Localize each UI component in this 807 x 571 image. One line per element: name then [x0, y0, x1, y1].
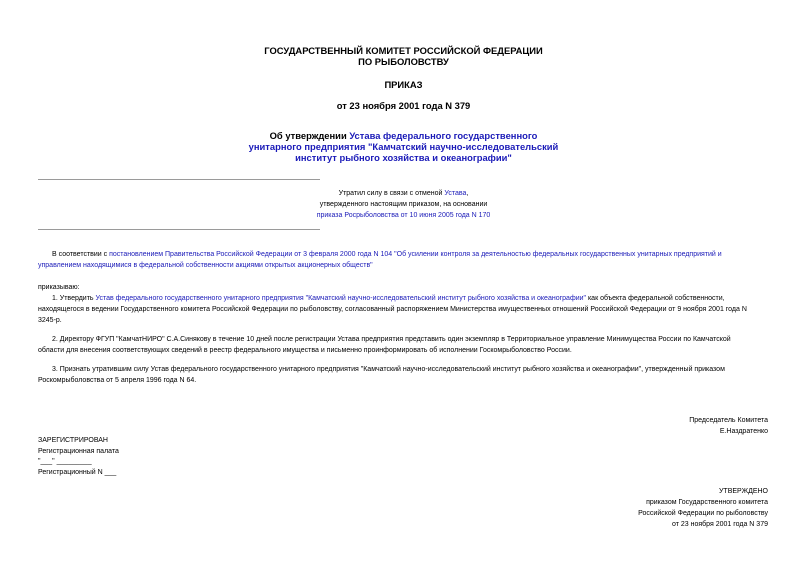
agency-name-line1: ГОСУДАРСТВЕННЫЙ КОМИТЕТ РОССИЙСКОЙ ФЕДЕРАЦИИ	[264, 45, 543, 56]
item-2-line2: области для внесения соответствующих сведений в реестр федерального имущества и письменно проинформировать об исполнении Госкомрыболовство России.	[38, 347, 572, 354]
document-type: ПРИКАЗ	[384, 79, 423, 90]
registration-chamber: Регистрационная палата	[38, 448, 119, 455]
item-1-line2: находящегося в ведении Государственного комитета Российской Федерации по рыболовству, согласованный распоряжением Министерства имущественных отношений Российской Федерации от 9 ноября 2001 года N	[38, 306, 747, 313]
approved-line1: приказом Государственного комитета	[646, 499, 768, 506]
document-title-line2[interactable]: унитарного предприятия "Камчатский научно-исследовательский	[248, 141, 559, 152]
status-charter-link[interactable]: Устава	[444, 190, 467, 197]
item-1-lead: 1. Утвердить	[52, 295, 96, 302]
signatory-name: Е.Наздратенко	[719, 428, 768, 435]
charter-approval-link[interactable]: Устав федерального государственного унитарного предприятия "Камчатский научно-исследовательский институт рыбного хозяйства и океанографии"	[95, 295, 587, 302]
registration-date-blank: "___" _________	[38, 458, 92, 465]
status-note-text: Утратил силу в связи с отменой	[338, 190, 445, 197]
order-word: приказываю:	[38, 284, 80, 291]
registration-number: Регистрационный N ___	[38, 469, 117, 476]
item-2-line1: 2. Директору ФГУП "КамчатНИРО" С.А.Синякову в течение 10 дней после регистрации Устава предприятия представить один экземпляр в Территориальное управление Минимущества России по Камчатской	[52, 336, 731, 343]
approved-line2: Российской Федерации по рыболовству	[638, 510, 768, 517]
document-date-number: от 23 ноября 2001 года N 379	[336, 100, 471, 111]
status-note-line2: утвержденного настоящим приказом, на основании	[319, 201, 488, 208]
signatory-position: Председатель Комитета	[689, 417, 768, 424]
registration-stamp: ЗАРЕГИСТРИРОВАН	[38, 437, 108, 444]
item-3-line1: 3. Признать утратившим силу Устав федерального государственного унитарного предприятия "Камчатский научно-исследовательский институт рыбного хозяйства и океанографии", утвержденный приказом	[52, 366, 725, 373]
item-1-end: как объекта федеральной собственности,	[586, 295, 725, 302]
repeal-order-link[interactable]: приказа Росрыболовства от 10 июня 2005 года N 170	[316, 212, 491, 219]
title-prefix: Об утверждении	[269, 130, 350, 141]
approved-title: УТВЕРЖДЕНО	[718, 488, 768, 495]
divider-top	[38, 179, 320, 180]
agency-name-line2: ПО РЫБОЛОВСТВУ	[358, 56, 449, 67]
approved-line3: от 23 ноября 2001 года N 379	[672, 521, 768, 528]
charter-link[interactable]: Устава федерального государственного	[349, 130, 538, 141]
government-decree-link-cont[interactable]: управлением находящимися в федеральной собственности акциями открытых акционерных обществ"	[38, 262, 373, 269]
government-decree-link[interactable]: постановлением Правительства Российской Федерации от 3 февраля 2000 года N 104 "Об усилении контроля за деятельностью федеральных государственных унитарных предприятий и	[109, 251, 722, 258]
item-3-line2: Роскомрыболовства от 5 апреля 1996 года N 64.	[38, 377, 197, 384]
divider-bottom	[38, 229, 320, 230]
item-1-line1	[38, 293, 768, 304]
document-title-line1	[0, 130, 807, 141]
status-note-comma: ,	[466, 190, 469, 197]
item-1-line3: 3245-р.	[38, 317, 62, 324]
document-title-line3[interactable]: институт рыбного хозяйства и океанографии"	[295, 152, 512, 163]
preamble-lead: В соответствии с	[52, 251, 110, 258]
preamble-line1	[38, 249, 768, 260]
